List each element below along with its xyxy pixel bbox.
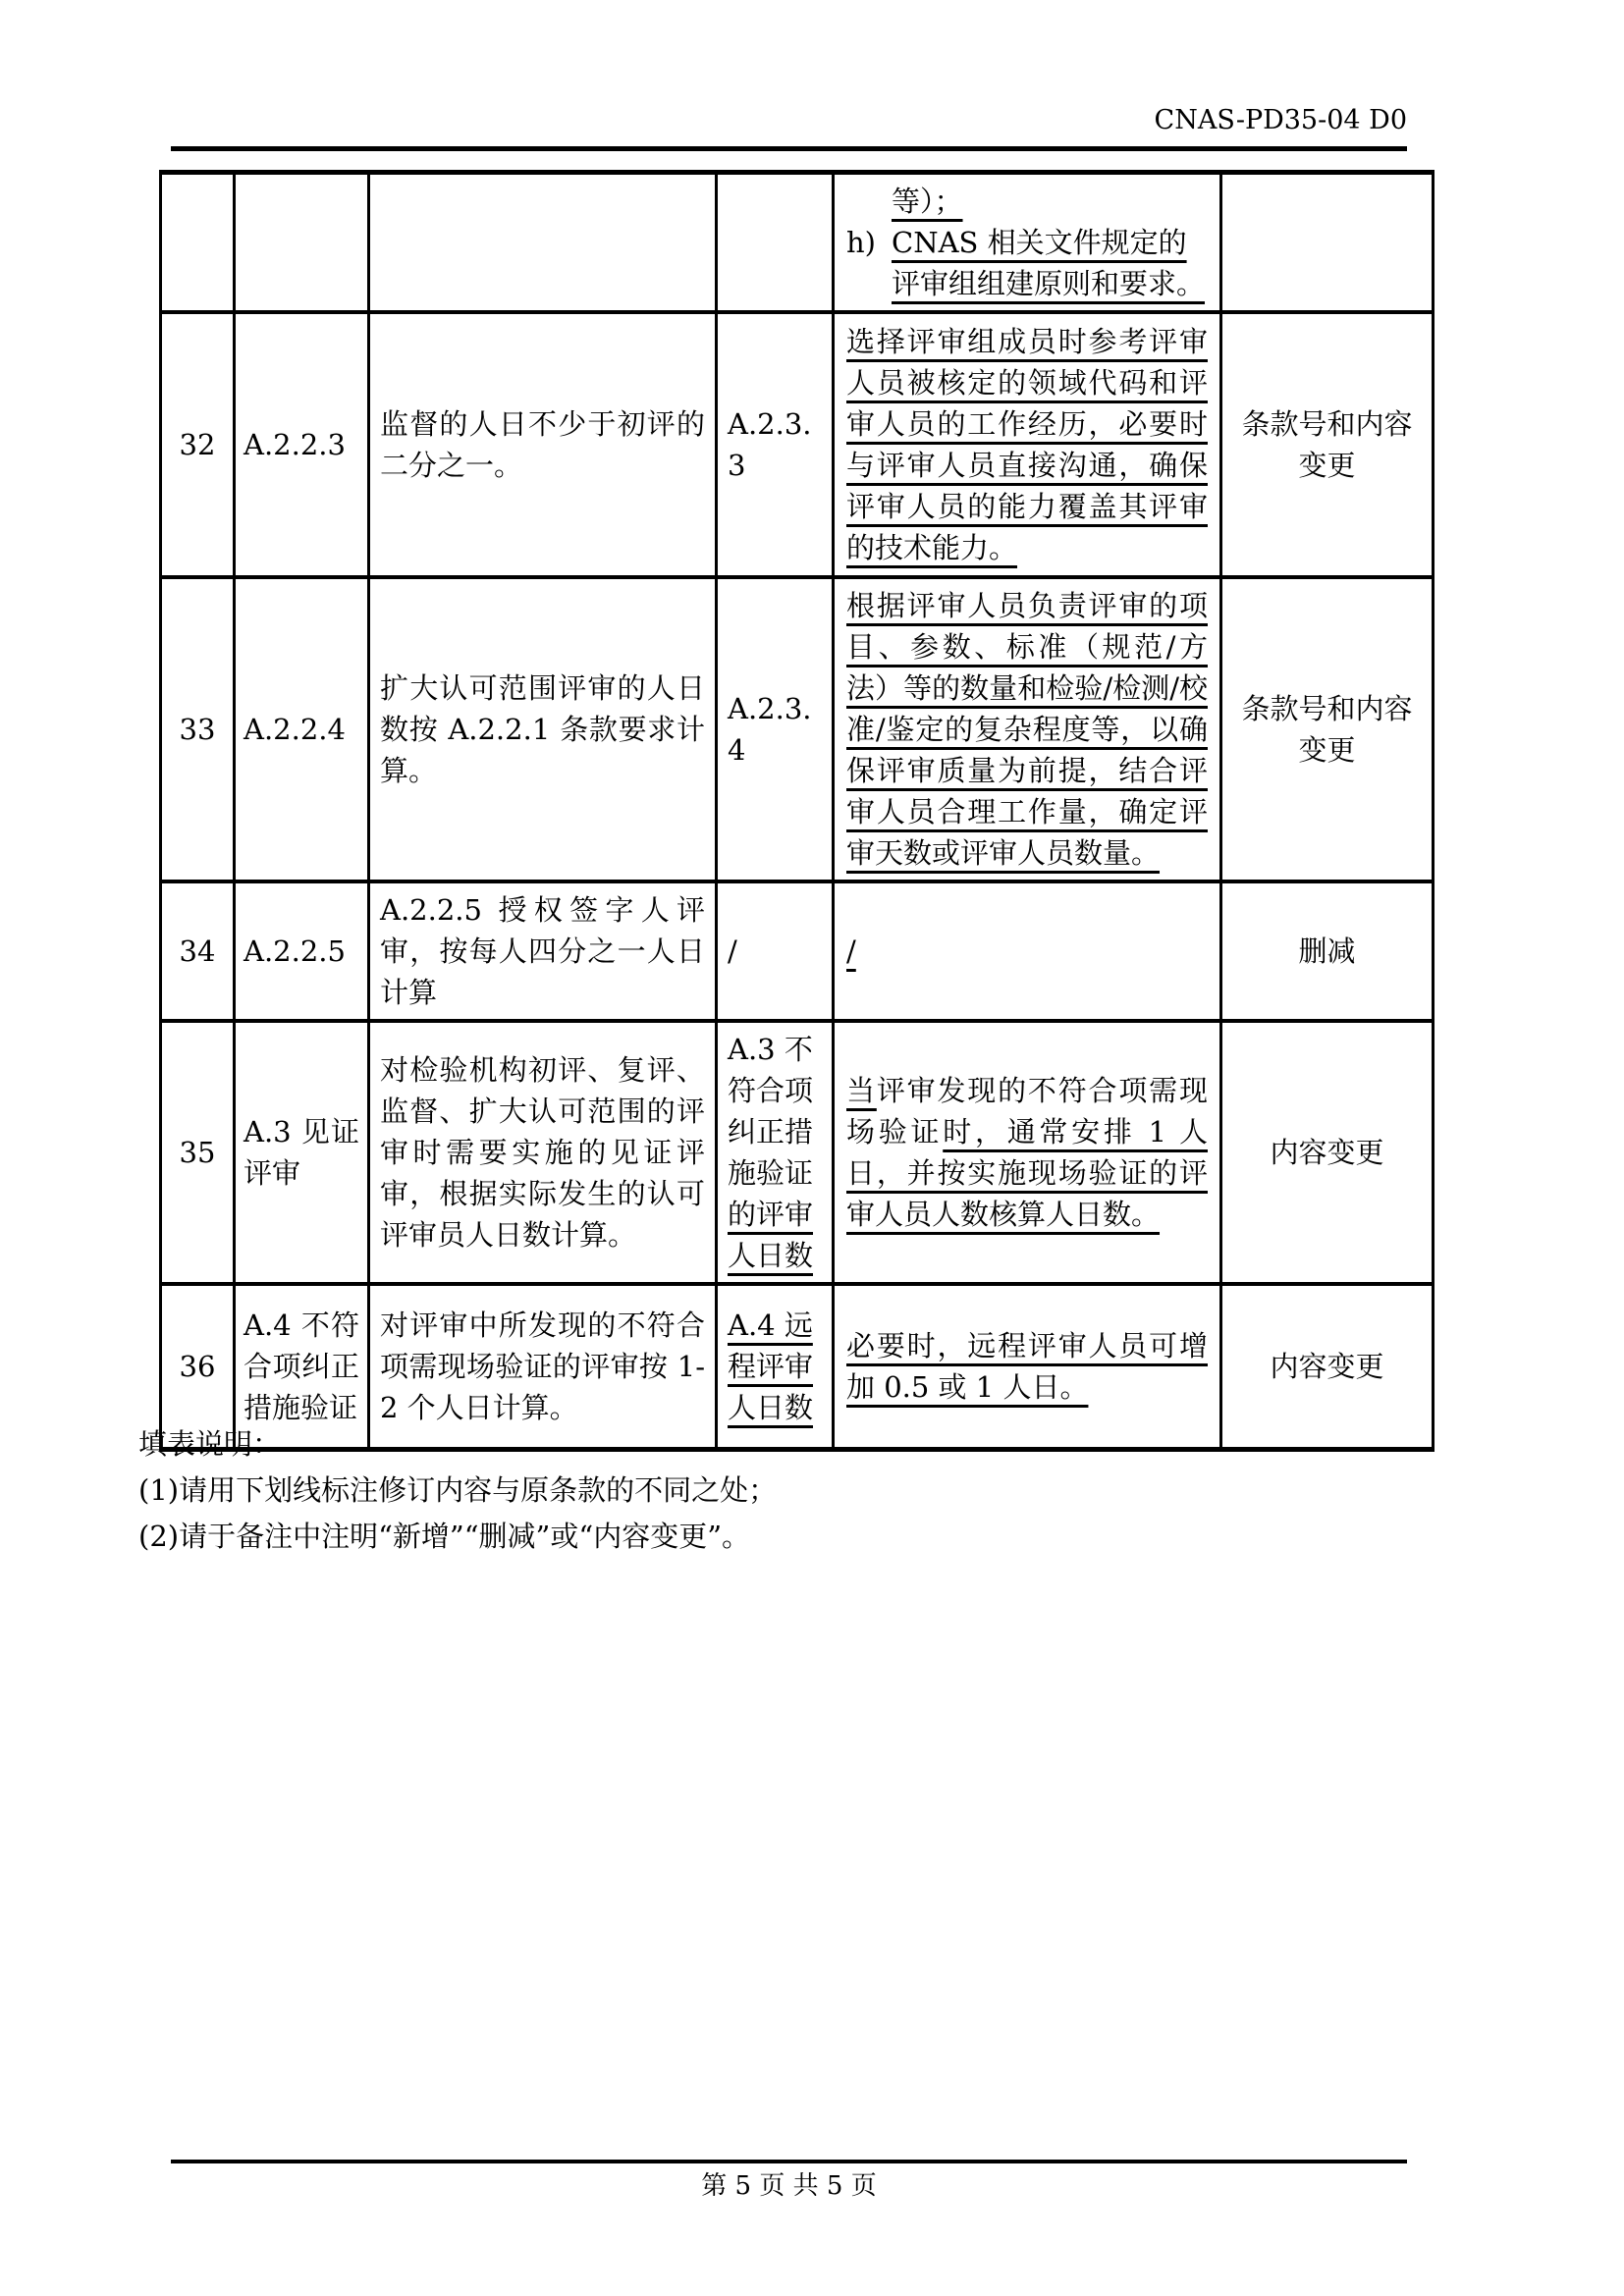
- text: A.4 不符合项纠正措施验证: [244, 1308, 359, 1424]
- revised-text: A.4 远程评审人日数: [728, 1308, 814, 1424]
- doc-code: CNAS-PD35-04 D0: [1154, 105, 1407, 135]
- revised-text: CNAS 相关文件规定的评审组组建原则和要求。: [892, 226, 1206, 300]
- text: A.2.2.3: [244, 428, 346, 461]
- revised-text: 根据评审人员负责评审的项目、参数、标准（规范/方法）等的数量和检验/检测/校准/鉴定的复杂程度等，以确保评审质量为前提，结合评审人员合理工作量，确定评审天数或评审人员数量。: [846, 589, 1208, 870]
- list-line: [846, 181, 1208, 222]
- cell-new-clause: [717, 577, 834, 881]
- cell-new-content: [834, 1021, 1221, 1284]
- fill-instructions-title: 填表说明：: [138, 1427, 282, 1461]
- text: 评审发现的不符合项需现场验证: [846, 1074, 1208, 1148]
- revised-text: 当: [846, 1074, 877, 1107]
- cell-number: 34: [161, 881, 235, 1021]
- footer-rule: [171, 2160, 1407, 2163]
- cell-remark: 内容变更: [1221, 1284, 1434, 1449]
- list-marker: h): [846, 226, 876, 259]
- cell-new-content: [834, 577, 1221, 881]
- page-number: 第 5 页 共 5 页: [701, 2171, 877, 2201]
- fill-instruction-item: (2)请于备注中注明“新增”“删减”或“内容变更”。: [138, 1520, 751, 1553]
- table-row: [161, 173, 1434, 313]
- cell-new-clause: [717, 312, 834, 577]
- table-row: [161, 1021, 1434, 1284]
- text: 对检验机构初评、复评、监督、扩大认可范围的评审时需要实施的见证评审，根据实际发生的认可评审员人日数计算。: [380, 1053, 705, 1252]
- cell-remark: 删减: [1221, 881, 1434, 1021]
- cell-remark: 内容变更: [1221, 1021, 1434, 1284]
- cell-remark: [1221, 173, 1434, 313]
- list-text: [892, 222, 1208, 304]
- text: A.2.2.5: [244, 934, 346, 968]
- cell-new-content: [834, 173, 1221, 313]
- cell-original-clause: [235, 577, 369, 881]
- revised-text: /: [846, 934, 856, 968]
- cell-new-content: [834, 312, 1221, 577]
- fill-instructions: [138, 1421, 1415, 1560]
- revised-text: 的评审人日数: [728, 1198, 814, 1272]
- cell-number: 36: [161, 1284, 235, 1449]
- revised-text: 时，通常安排 1 人日，并按实施现场验证的评审人员人数核算人日数。: [846, 1115, 1208, 1231]
- cell-new-clause: [717, 1021, 834, 1284]
- text: /: [728, 934, 737, 968]
- cell-number: 32: [161, 312, 235, 577]
- cell-remark: 条款号和内容变更: [1221, 577, 1434, 881]
- fill-instruction-item: (1)请用下划线标注修订内容与原条款的不同之处；: [138, 1473, 778, 1507]
- cell-number: [161, 173, 235, 313]
- cell-remark: 条款号和内容变更: [1221, 312, 1434, 577]
- text: A.2.2.5 授权签字人评审，按每人四分之一人日计算: [380, 893, 705, 1009]
- text: A.3 不符合项纠正措施验证: [728, 1033, 814, 1190]
- revised-text: 等）；: [892, 185, 963, 218]
- text: A.2.3.4: [728, 692, 812, 767]
- cell-original-clause: [235, 881, 369, 1021]
- cell-original-content: [369, 881, 717, 1021]
- cell-original-clause: [235, 1021, 369, 1284]
- cell-original-clause: [235, 173, 369, 313]
- list-text: [892, 181, 1208, 222]
- table-row: [161, 312, 1434, 577]
- revised-text: 必要时，远程评审人员可增加 0.5 或 1 人日。: [846, 1328, 1208, 1404]
- text: 对评审中所发现的不符合项需现场验证的评审按 1-2 个人日计算。: [380, 1308, 705, 1424]
- text: A.2.3.3: [728, 407, 812, 482]
- cell-new-content: [834, 881, 1221, 1021]
- text: A.2.2.4: [244, 713, 346, 746]
- table-row: [161, 881, 1434, 1021]
- cell-original-clause: [235, 312, 369, 577]
- list-line: [846, 222, 1208, 304]
- table-row: [161, 577, 1434, 881]
- text: 扩大认可范围评审的人日数按 A.2.2.1 条款要求计算。: [380, 671, 705, 787]
- cell-original-content: [369, 577, 717, 881]
- cell-number: 35: [161, 1021, 235, 1284]
- header-rule: [171, 146, 1407, 151]
- cell-original-content: [369, 312, 717, 577]
- revision-table: [159, 170, 1435, 1452]
- revised-text: 选择评审组成员时参考评审人员被核定的领域代码和评审人员的工作经历，必要时与评审人员直接沟通，确保评审人员的能力覆盖其评审的技术能力。: [846, 325, 1208, 564]
- cell-original-content: [369, 1021, 717, 1284]
- cell-original-content: [369, 173, 717, 313]
- cell-number: 33: [161, 577, 235, 881]
- text: A.3 见证评审: [244, 1115, 359, 1190]
- cell-new-clause: [717, 881, 834, 1021]
- text: 监督的人日不少于初评的二分之一。: [380, 407, 705, 482]
- cell-new-clause: [717, 173, 834, 313]
